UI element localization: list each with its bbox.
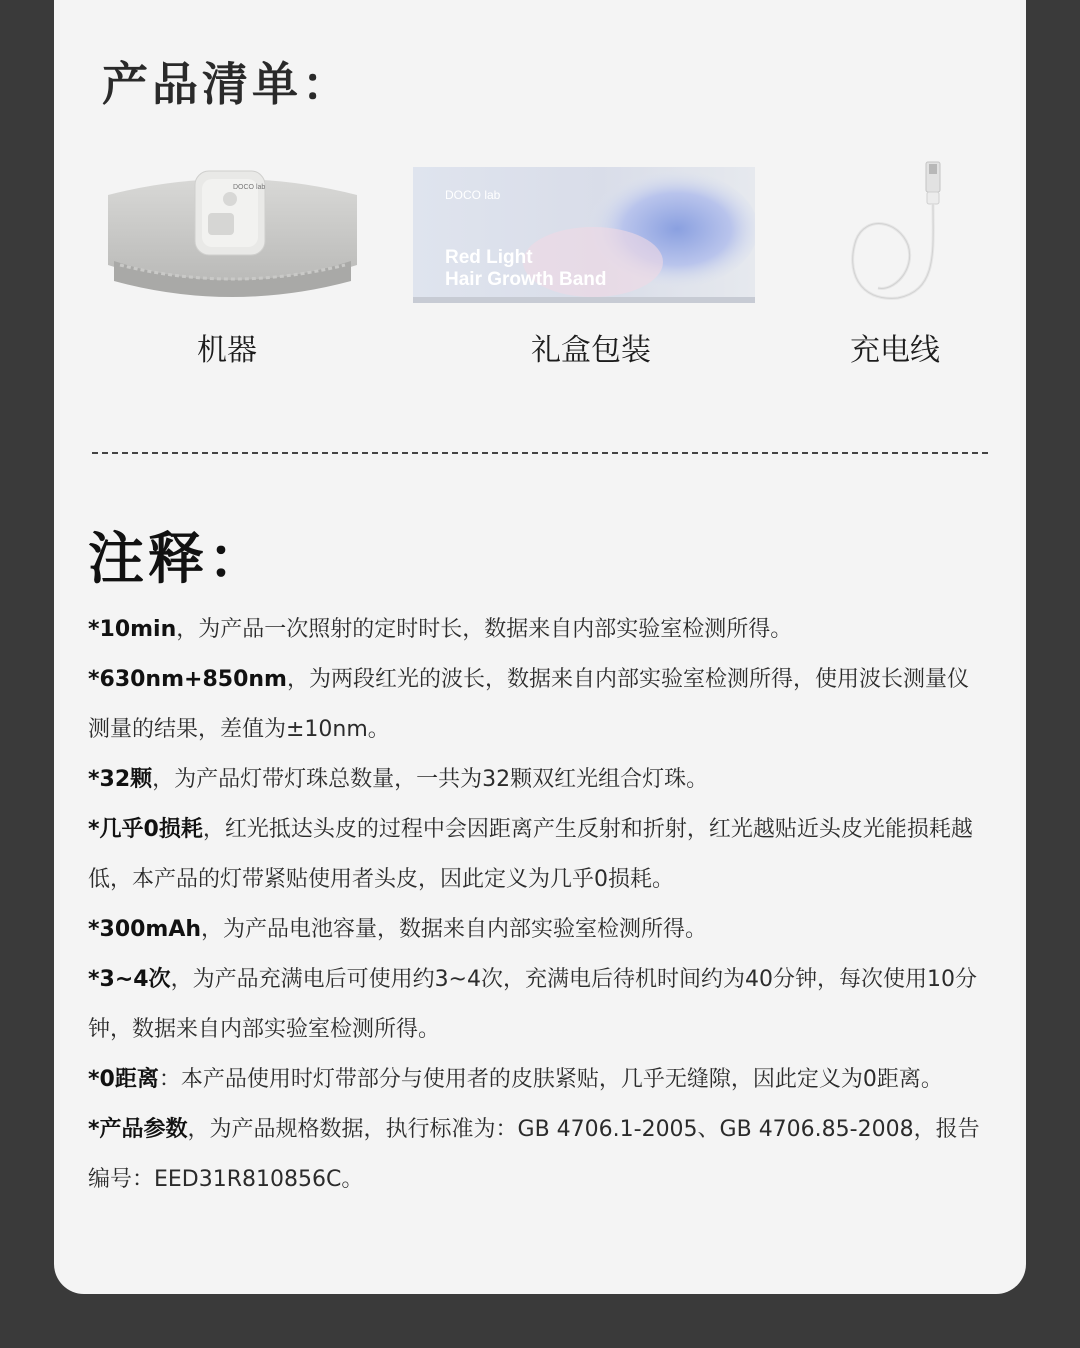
note-text: ，红光抵达头皮的过程中会因距离产生反射和折射，红光越贴近头皮光能损耗越低，本产品的灯带紧贴使用者头皮，因此定义为几乎0损耗。	[88, 817, 973, 892]
note-text: ，为产品灯带灯珠总数量，一共为32颗双红光组合灯珠。	[152, 767, 709, 792]
box-brand-text: DOCO lab	[445, 188, 501, 202]
note-text: ，为产品充满电后可使用约3~4次，充满电后待机时间约为40分钟，每次使用10分钟，数据来自内部实验室检测所得。	[88, 967, 977, 1042]
note-item	[88, 655, 988, 755]
note-item	[88, 755, 988, 805]
note-item	[88, 805, 988, 905]
note-text: ，为产品规格数据，执行标准为：GB 4706.1-2005、GB 4706.85-2008，报告编号：EED31R810856C。	[88, 1117, 980, 1192]
note-item	[88, 1055, 988, 1105]
product-label-giftbox: 礼盒包装	[531, 333, 651, 368]
note-text: ：本产品使用时灯带部分与使用者的皮肤紧贴，几乎无缝隙，因此定义为0距离。	[158, 1067, 943, 1092]
product-giftbox	[413, 167, 755, 307]
charging-cable-image	[838, 160, 948, 305]
box-line2-text: Hair Growth Band	[445, 269, 607, 290]
note-item	[88, 1105, 988, 1205]
product-list-title: 产品清单：	[102, 57, 352, 111]
note-text: ，为两段红光的波长，数据来自内部实验室检测所得，使用波长测量仪测量的结果，差值为±10nm。	[88, 667, 969, 742]
section-divider	[92, 452, 988, 454]
headband-image	[100, 165, 365, 305]
product-label-device: 机器	[197, 333, 257, 368]
notes-list	[88, 605, 988, 1205]
note-term: *产品参数	[88, 1117, 188, 1142]
box-line1-text: Red Light	[445, 247, 533, 268]
note-term: *32颗	[88, 767, 153, 792]
note-term: *300mAh	[88, 917, 202, 942]
giftbox-image	[413, 167, 755, 303]
notes-title: 注释：	[88, 527, 268, 592]
product-cable	[838, 160, 948, 309]
note-term: *630nm+850nm	[88, 667, 287, 692]
note-term: *3~4次	[88, 967, 171, 992]
note-text: ，为产品一次照射的定时时长，数据来自内部实验室检测所得。	[176, 617, 793, 642]
note-term: *0距离	[88, 1067, 159, 1092]
product-label-cable: 充电线	[850, 333, 940, 368]
device-brand-text: DOCO lab	[233, 184, 266, 191]
note-text: ，为产品电池容量，数据来自内部实验室检测所得。	[201, 917, 708, 942]
note-term: *几乎0损耗	[88, 817, 203, 842]
product-device	[100, 165, 365, 309]
note-item	[88, 905, 988, 955]
note-term: *10min	[88, 617, 177, 642]
note-item	[88, 605, 988, 655]
note-item	[88, 955, 988, 1055]
